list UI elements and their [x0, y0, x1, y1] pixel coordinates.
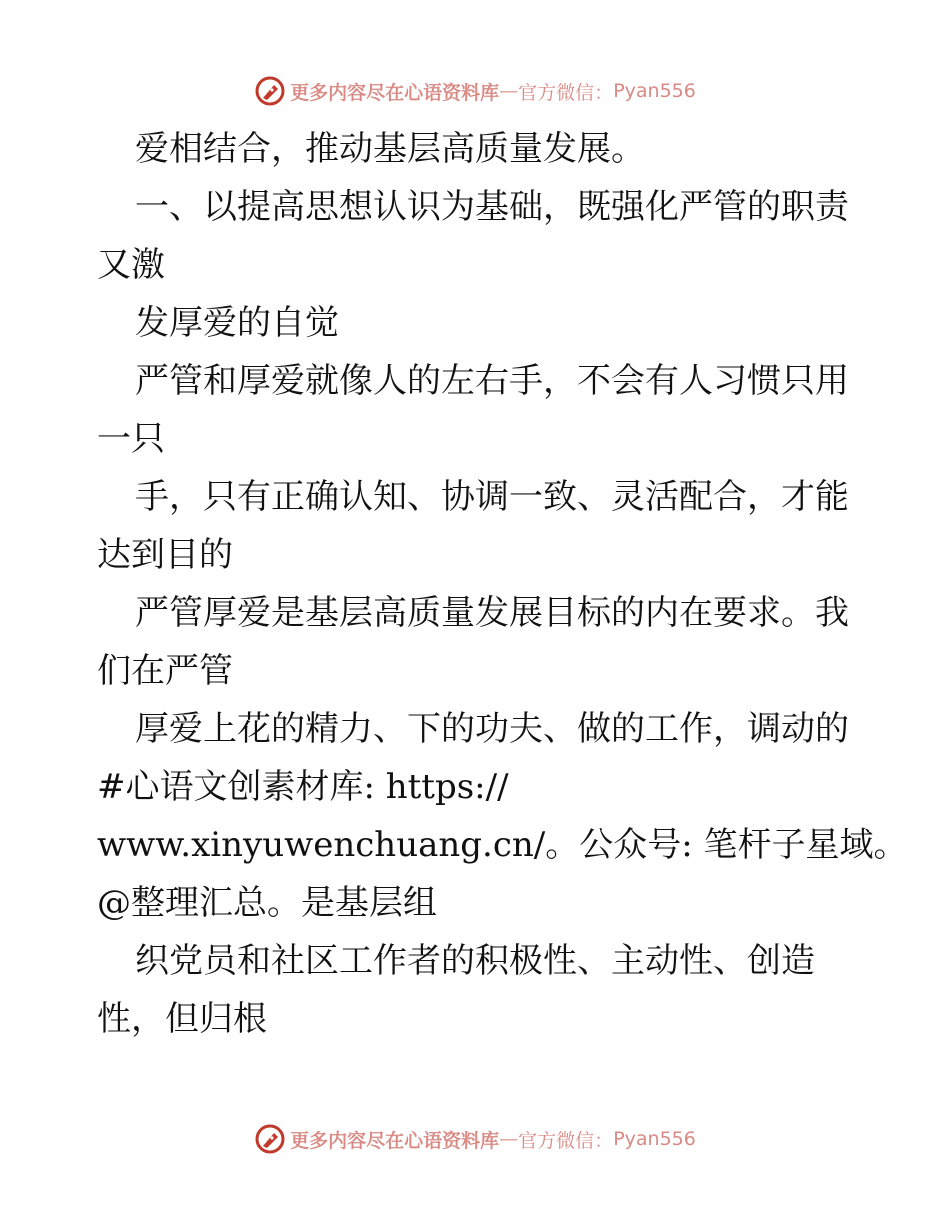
banner-title: 更多内容尽在心语资料库: [290, 1129, 500, 1152]
body-line-16: 性，但归根: [97, 999, 267, 1039]
body-line-2: 一、以提高思想认识为基础，既强化严管的职责: [135, 187, 849, 227]
body-line-4: 发厚爱的自觉: [135, 303, 339, 343]
body-line-8: 达到目的: [97, 535, 233, 575]
body-line-14: @整理汇总。是基层组: [97, 883, 437, 923]
header-banner: [0, 71, 950, 111]
banner-dash: —: [499, 80, 519, 102]
body-line-3: 又激: [97, 245, 165, 285]
pen-nib-logo-icon: [254, 75, 286, 107]
banner-wechat-label: 官方微信：: [518, 1129, 614, 1152]
body-line-1: 爱相结合，推动基层高质量发展。: [135, 129, 645, 169]
pen-nib-logo-icon: [254, 1123, 286, 1155]
body-line-5: 严管和厚爱就像人的左右手，不会有人习惯只用: [135, 361, 849, 401]
banner-dash: —: [499, 1128, 519, 1150]
banner-wechat-label: 官方微信：: [518, 81, 614, 104]
banner-title: 更多内容尽在心语资料库: [290, 81, 500, 104]
body-line-9: 严管厚爱是基层高质量发展目标的内在要求。我: [135, 593, 849, 633]
banner-wechat-id: Pyan556: [613, 80, 696, 102]
body-line-6: 一只: [97, 419, 165, 459]
body-line-7: 手，只有正确认知、协调一致、灵活配合，才能: [135, 477, 849, 517]
body-line-12: #心语文创素材库: https://: [97, 767, 509, 807]
document-body: [97, 120, 908, 1048]
body-line-13: www.xinyuwenchuang.cn/。公众号: 笔杆子星域。: [97, 825, 908, 865]
banner-wechat-id: Pyan556: [613, 1128, 696, 1150]
body-line-15: 织党员和社区工作者的积极性、主动性、创造: [135, 941, 815, 981]
footer-banner: [0, 1119, 950, 1159]
body-line-10: 们在严管: [97, 651, 233, 691]
body-line-11: 厚爱上花的精力、下的功夫、做的工作，调动的: [135, 709, 849, 749]
